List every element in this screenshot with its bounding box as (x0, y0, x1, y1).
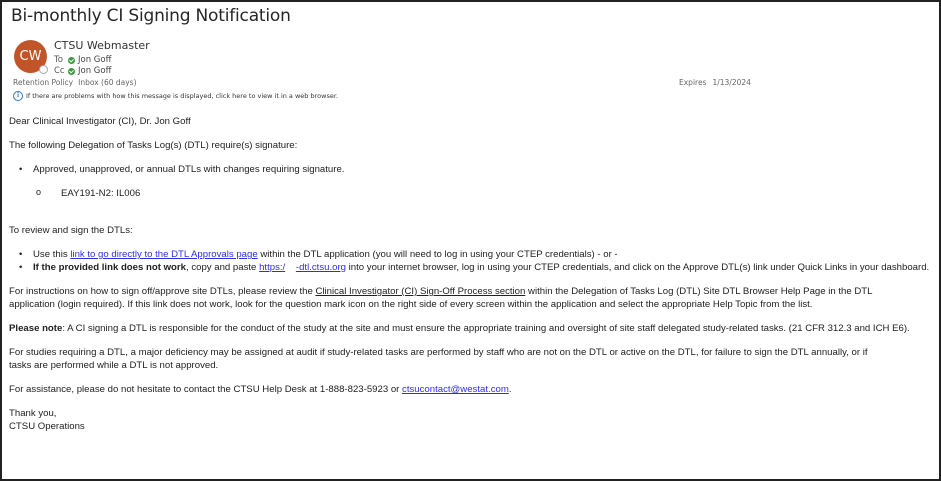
text: . (508, 384, 512, 395)
text: For instructions on how to sign off/approve site DTLs, please review the (9, 286, 316, 297)
text: , copy and paste (185, 262, 260, 273)
url-link-part2[interactable]: -dtl.ctsu.org (295, 262, 346, 273)
sender-name[interactable]: CTSU Webmaster (54, 39, 150, 52)
avatar-initials: CW (19, 49, 42, 64)
thanks-text: Thank you, (9, 408, 57, 419)
retention-label: Retention Policy (13, 78, 74, 87)
text: within the Delegation of Tasks Log (DTL) Site DTL Browser Help Page in the DTL (525, 286, 873, 297)
cc-line (54, 66, 111, 76)
contact-email-link[interactable]: ctsucontact@westat.com (402, 384, 509, 395)
note-bold: Please note (9, 323, 63, 334)
bullet-item (9, 261, 934, 274)
review-heading: To review and sign the DTLs: (9, 225, 133, 236)
to-label: To (54, 55, 63, 65)
assistance-para (9, 383, 934, 396)
instructions-line2: application (login required). If this link does not work, look for the question mark icon on the right side of every screen within the application and select the appropriate Help Topic from the list. (9, 299, 813, 310)
info-bar-text[interactable]: If there are problems with how this message is displayed, click here to view it in a web browser. (26, 92, 338, 100)
intro-text: The following Delegation of Tasks Log(s) (DTL) require(s) signature: (9, 140, 298, 151)
to-recipient[interactable]: Jon Goff (78, 55, 112, 65)
signature: CTSU Operations (9, 421, 85, 432)
cc-recipient[interactable]: Jon Goff (78, 66, 112, 76)
verified-check-icon (68, 68, 75, 75)
email-subject: Bi-monthly CI Signing Notification (11, 6, 291, 26)
url-link-part1[interactable]: https:/ (259, 262, 286, 273)
note-para (9, 322, 934, 335)
expires-label: Expires (679, 78, 707, 87)
expires-date: 1/13/2024 (712, 78, 751, 87)
bullet-item (9, 248, 934, 261)
presence-status-icon (39, 65, 48, 74)
email-body (9, 115, 934, 433)
info-icon: i (13, 91, 23, 101)
bold-text: If the provided link does not work (33, 262, 186, 273)
expires-info (679, 78, 751, 87)
text: into your internet browser, log in using your CTEP credentials, and click on the Approve DTL(s) link under Quick Links in your dashboard. (346, 262, 930, 273)
instructions-para (9, 285, 934, 298)
dtl-approvals-link[interactable]: link to go directly to the DTL Approvals page (70, 249, 258, 260)
text: For assistance, please do not hesitate to contact the CTSU Help Desk at 1-888-823-5923 or (9, 384, 403, 395)
ci-signoff-link[interactable]: Clinical Investigator (CI) Sign-Off Process section (315, 286, 526, 297)
deficiency-line1: For studies requiring a DTL, a major deficiency may be assigned at audit if study-related tasks are performed by staff who are not on the DTL or active on the DTL, for failure to sign the DTL annually, or if (9, 347, 868, 358)
retention-value: Inbox (60 days) (78, 78, 137, 87)
bullet-item: • Approved, unapproved, or annual DTLs with changes requiring signature. (9, 163, 934, 176)
view-in-browser-bar[interactable] (13, 91, 338, 101)
to-line (54, 55, 111, 65)
text: Use this (33, 249, 71, 260)
text: : A CI signing a DTL is responsible for the conduct of the study at the site and must ensure the appropriate training and oversight of site staff delegated study-related tasks. (21 CFR 312.3 and ICH E6). (62, 323, 910, 334)
retention-policy (13, 78, 137, 87)
text: within the DTL application (you will need to log in using your CTEP credentials) - or - (257, 249, 618, 260)
greeting: Dear Clinical Investigator (CI), Dr. Jon Goff (9, 116, 191, 127)
verified-check-icon (68, 57, 75, 64)
dtl-sub-item: o EAY191-N2: IL006 (9, 187, 934, 200)
deficiency-line2: tasks are performed while a DTL is not approved. (9, 360, 219, 371)
cc-label: Cc (54, 66, 65, 76)
